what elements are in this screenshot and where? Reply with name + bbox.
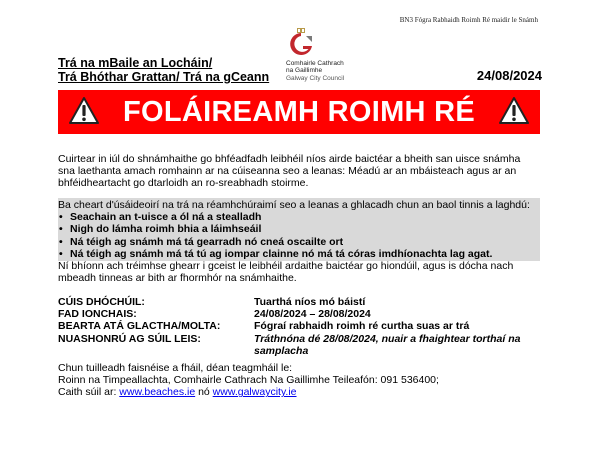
council-name: Comhairle Cathrach na Gaillimhe Galway City Council bbox=[286, 60, 345, 82]
council-crest-icon bbox=[288, 28, 314, 58]
list-item: • Ná téigh ag snámh má tá tú ag iompar clainne nó má tá córas imdhíonachta lag agat. bbox=[59, 247, 493, 260]
table-row bbox=[58, 308, 540, 320]
warning-banner bbox=[58, 90, 540, 134]
detail-value: Tuarthá níos mó báistí bbox=[254, 296, 366, 308]
detail-label: NUASHONRÚ AG SÚIL LEIS: bbox=[58, 332, 201, 345]
contact-section bbox=[58, 362, 540, 399]
warning-triangle-icon bbox=[498, 96, 530, 126]
warning-triangle-icon bbox=[68, 96, 100, 126]
contact-department: Roinn na Timpeallachta, Comhairle Cathrach Na Gaillimhe Teileafón: 091 536400; bbox=[58, 374, 439, 387]
list-item: • Ná téigh ag snámh má tá gearradh nó cneá oscailte ort bbox=[59, 235, 344, 248]
beaches-link[interactable]: www.beaches.ie bbox=[119, 386, 196, 399]
incident-details-table bbox=[58, 296, 540, 357]
precautions-list bbox=[58, 211, 540, 260]
precautions-lead: Ba cheart d'úsáideoirí na trá na réamhchúraimí seo a leanas a ghlacadh chun an baol tinnis a laghdú: bbox=[58, 199, 530, 211]
bacteria-note: Ní bhíonn ach tréimhse ghearr i gceist le leibhéil ardaithe baictéar go hiondúil, agus is dócha nach mbeadh tinneas ar bith ar fhormhór na snámhaithe. bbox=[58, 260, 514, 285]
beach-locations bbox=[58, 56, 269, 84]
contact-intro: Chun tuilleadh faisnéise a fháil, déan teagmháil le: bbox=[58, 362, 293, 374]
list-item: • Nigh do lámha roimh bhia a láimhseáil bbox=[59, 223, 262, 236]
detail-label: FAD IONCHAIS: bbox=[58, 308, 137, 321]
precautions-box bbox=[58, 198, 540, 261]
notice-date: 24/08/2024 bbox=[476, 68, 542, 83]
galwaycity-link[interactable]: www.galwaycity.ie bbox=[212, 386, 297, 399]
contact-links: Caith súil ar: www.beaches.ie nó www.galwaycity.ie bbox=[58, 386, 297, 399]
document-reference: BN3 Fógra Rabhaidh Roimh Ré maidir le Snámh bbox=[399, 16, 538, 24]
table-row bbox=[58, 320, 540, 332]
detail-label: BEARTA ATÁ GLACTHA/MOLTA: bbox=[58, 320, 221, 333]
detail-value: Fógraí rabhaidh roimh ré curtha suas ar trá bbox=[254, 320, 470, 333]
document-header bbox=[58, 28, 542, 84]
council-logo bbox=[286, 28, 376, 82]
intro-paragraph: Cuirtear in iúl do shnámhaithe go bhféadfadh leibhéil níos airde baictéar a bheith san uisce snámha sna laethanta amach romhainn ar na cúiseanna seo a leanas: Méadú ar an mbáisteach agus ar an bhféidheartacht go dtarloidh an ro-sreabhadh stoirme. bbox=[58, 153, 521, 190]
table-row bbox=[58, 333, 540, 357]
detail-value: 24/08/2024 – 28/08/2024 bbox=[254, 308, 371, 321]
detail-value: Tráthnóna dé 28/08/2024, nuair a fhaightear torthaí na samplacha bbox=[254, 332, 521, 357]
detail-label: CÚIS DHÓCHÚIL: bbox=[58, 296, 145, 308]
banner-title: FOLÁIREAMH ROIMH RÉ bbox=[122, 95, 476, 128]
table-row bbox=[58, 296, 540, 308]
location-line-2: Trá Bhóthar Grattan/ Trá na gCeann bbox=[58, 70, 270, 84]
list-item: • Seachain an t-uisce a ól ná a stealladh bbox=[59, 211, 262, 224]
location-line-1: Trá na mBaile an Locháin/ bbox=[58, 56, 213, 70]
